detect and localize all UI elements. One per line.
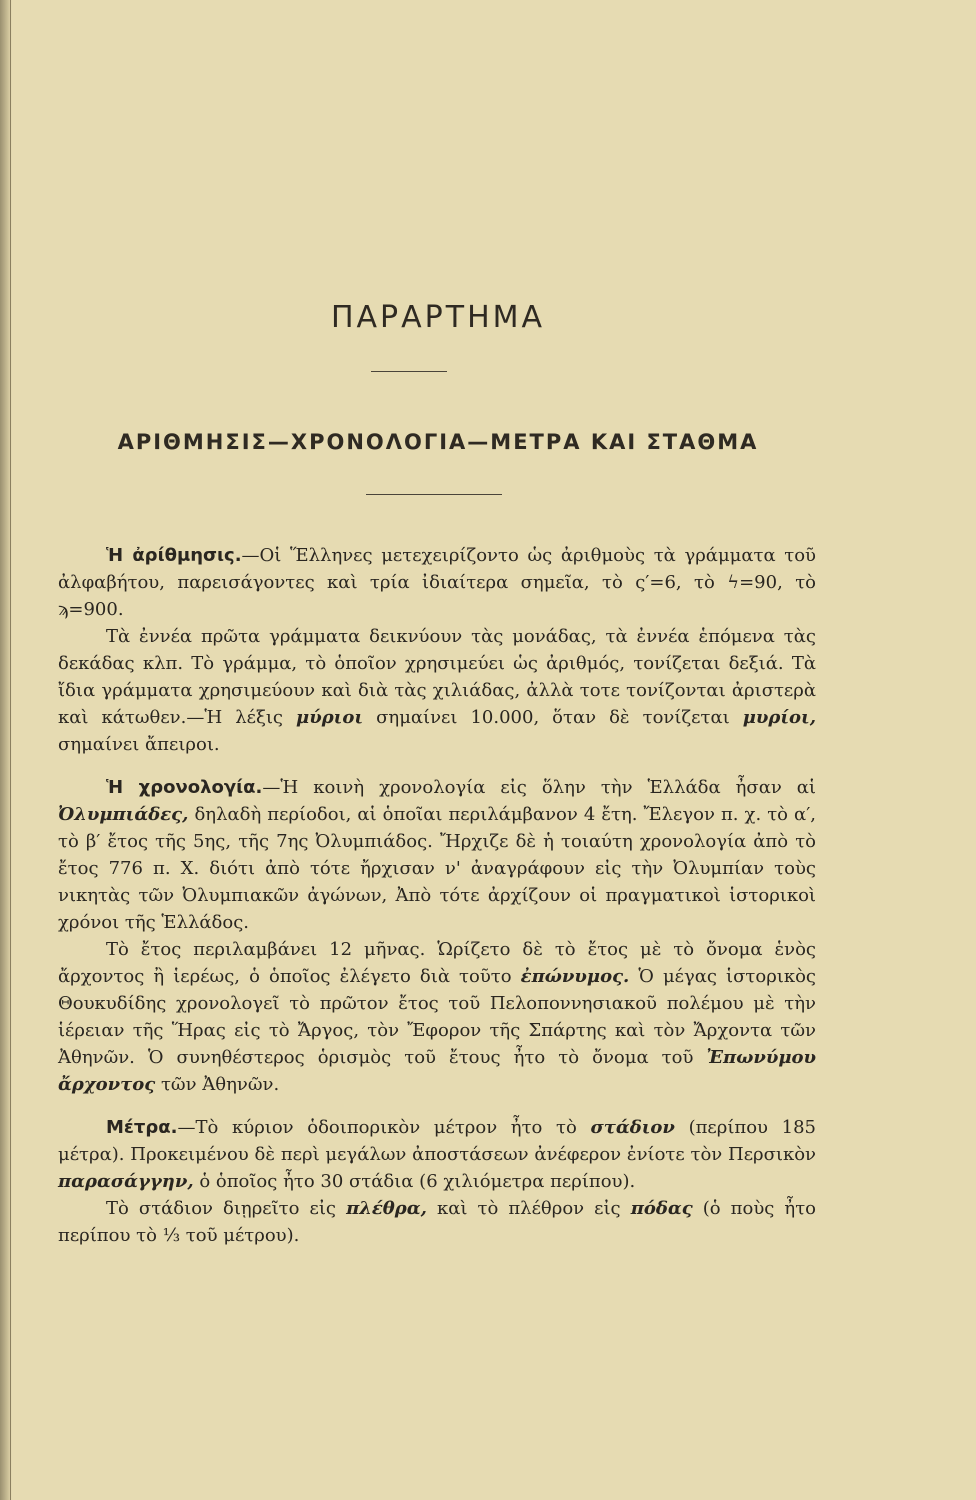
text: ὁ ὁποῖος ἦτο 30 στάδια (6 χιλιόμετρα περίπου). xyxy=(193,1171,636,1192)
term-eponymou-archontos: Ἐπωνύμου ἄρχοντος xyxy=(58,1047,816,1095)
text: Τὸ στάδιον διῃρεῖτο εἰς xyxy=(106,1198,347,1219)
text: Τὰ ἐννέα πρῶτα γράμματα δεικνύουν τὰς μονάδας, τὰ ἐννέα ἑπόμενα τὰς δεκάδας κλπ. Τὸ γράμμα, τὸ ὁποῖον χρησιμεύει ὡς ἀριθμός, τονίζεται δεξιά. Τὰ ἴδια γράμματα χρησιμεύουν καὶ διὰ τὰς χιλιάδας, ἀλλὰ τοτε τονίζονται ἀριστερὰ καὶ κάτωθεν.—Ἡ λέξις xyxy=(58,626,816,728)
paragraph-arithmesis-2 xyxy=(58,623,816,758)
subtitle-divider xyxy=(366,494,502,495)
text: Ὁ μέγας ἱστορικὸς Θουκυδίδης χρονολογεῖ τὸ πρῶτον ἔτος τοῦ Πελοποννησιακοῦ πολέμου μὲ τὴν ἱέρειαν τῆς Ἥρας εἰς τὸ Ἄργος, τὸν Ἔφορον τῆς Σπάρτης καὶ τὸν Ἄρχοντα τῶν Ἀθηνῶν. Ὁ συνηθέστερος ὁρισμὸς τοῦ ἔτους ἦτο τὸ ὄνομα τοῦ xyxy=(58,966,817,1068)
paragraph-arithmesis-1 xyxy=(58,542,816,623)
term-myrioi-accent: μυρίοι, xyxy=(742,707,817,728)
heading-arithmesis: Ἡ ἀρίθμησις. xyxy=(106,545,242,566)
paragraph-metra-2 xyxy=(58,1195,816,1249)
term-podas: πόδας xyxy=(630,1198,693,1219)
text: σημαίνει ἄπειροι. xyxy=(58,734,220,755)
text: Τὸ ἔτος περιλαμβάνει 12 μῆνας. Ὡρίζετο δὲ τὸ ἔτος μὲ τὸ ὄνομα ἑνὸς ἄρχοντος ἢ ἱερέως, ὁ ὁποῖος ἐλέγετο διὰ τοῦτο xyxy=(58,939,816,987)
page-title: ΠΑΡΑΡΤΗΜΑ xyxy=(330,300,546,335)
term-olympiades: Ὀλυμπιάδες, xyxy=(58,804,189,825)
text: —Τὸ κύριον ὁδοιπορικὸν μέτρον ἦτο τὸ xyxy=(177,1117,591,1138)
term-parasangis: παρασάγγην, xyxy=(58,1171,194,1192)
text: —Ἡ κοινὴ χρονολογία εἰς ὅλην τὴν Ἑλλάδα ἦσαν αἱ xyxy=(262,777,816,798)
heading-chronologia: Ἡ χρονολογία. xyxy=(106,777,263,798)
paragraph-chronologia-2 xyxy=(58,936,816,1098)
text: (ὁ ποὺς ἦτο περίπου τὸ ⅓ τοῦ μέτρου). xyxy=(58,1198,816,1246)
text: τῶν Ἀθηνῶν. xyxy=(155,1074,280,1095)
page-edge-line xyxy=(10,0,11,1500)
heading-metra: Μέτρα. xyxy=(106,1117,178,1138)
text: (περίπου 185 μέτρα). Προκειμένου δὲ περὶ μεγάλων ἀποστάσεων ἀνέφερον ἐνίοτε τὸν Περσικὸν xyxy=(58,1117,816,1165)
term-plethra: πλέθρα, xyxy=(346,1198,427,1219)
body-text xyxy=(58,542,816,1249)
text: —Οἱ Ἕλληνες μετεχειρίζοντο ὡς ἀριθμοὺς τὰ γράμματα τοῦ ἀλφαβήτου, παρεισάγοντες καὶ τρία ἰδιαίτερα σημεῖα, τὸ ς′=6, τὸ ϟ=90, τὸ ϡ=900. xyxy=(58,545,816,620)
text: δηλαδὴ περίοδοι, αἱ ὁποῖαι περιλάμβανον 4 ἔτη. Ἔλεγον π. χ. τὸ α′, τὸ β′ ἔτος τῆς 5ης, τῆς 7ης Ὀλυμπιάδος. Ἤρχιζε δὲ ἡ τοιαύτη χρονολογία ἀπὸ τὸ ἔτος 776 π. Χ. διότι ἀπὸ τότε ἤρχισαν ν' ἀναγράφουν εἰς τὴν Ὀλυμπίαν τοὺς νικητὰς τῶν Ὀλυμπιακῶν ἀγώνων, Ἀπὸ τότε ἀρχίζουν οἱ πραγματικοὶ ἱστορικοὶ χρόνοι τῆς Ἑλλάδος. xyxy=(58,804,816,933)
term-stadion: στάδιον xyxy=(590,1117,675,1138)
text: καὶ τὸ πλέθρον εἰς xyxy=(426,1198,631,1219)
term-eponymos: ἐπώνυμος. xyxy=(520,966,630,987)
section-subtitle: ΑΡΙΘΜΗΣΙΣ—ΧΡΟΝΟΛΟΓΙΑ—ΜΕΤΡΑ ΚΑΙ ΣΤΑΘΜΑ xyxy=(117,430,759,454)
paragraph-metra-1 xyxy=(58,1114,816,1195)
text: σημαίνει 10.000, ὅταν δὲ τονίζεται xyxy=(363,707,743,728)
term-myrioi: μύριοι xyxy=(296,707,364,728)
title-divider xyxy=(371,371,447,372)
paragraph-chronologia-1 xyxy=(58,774,816,936)
